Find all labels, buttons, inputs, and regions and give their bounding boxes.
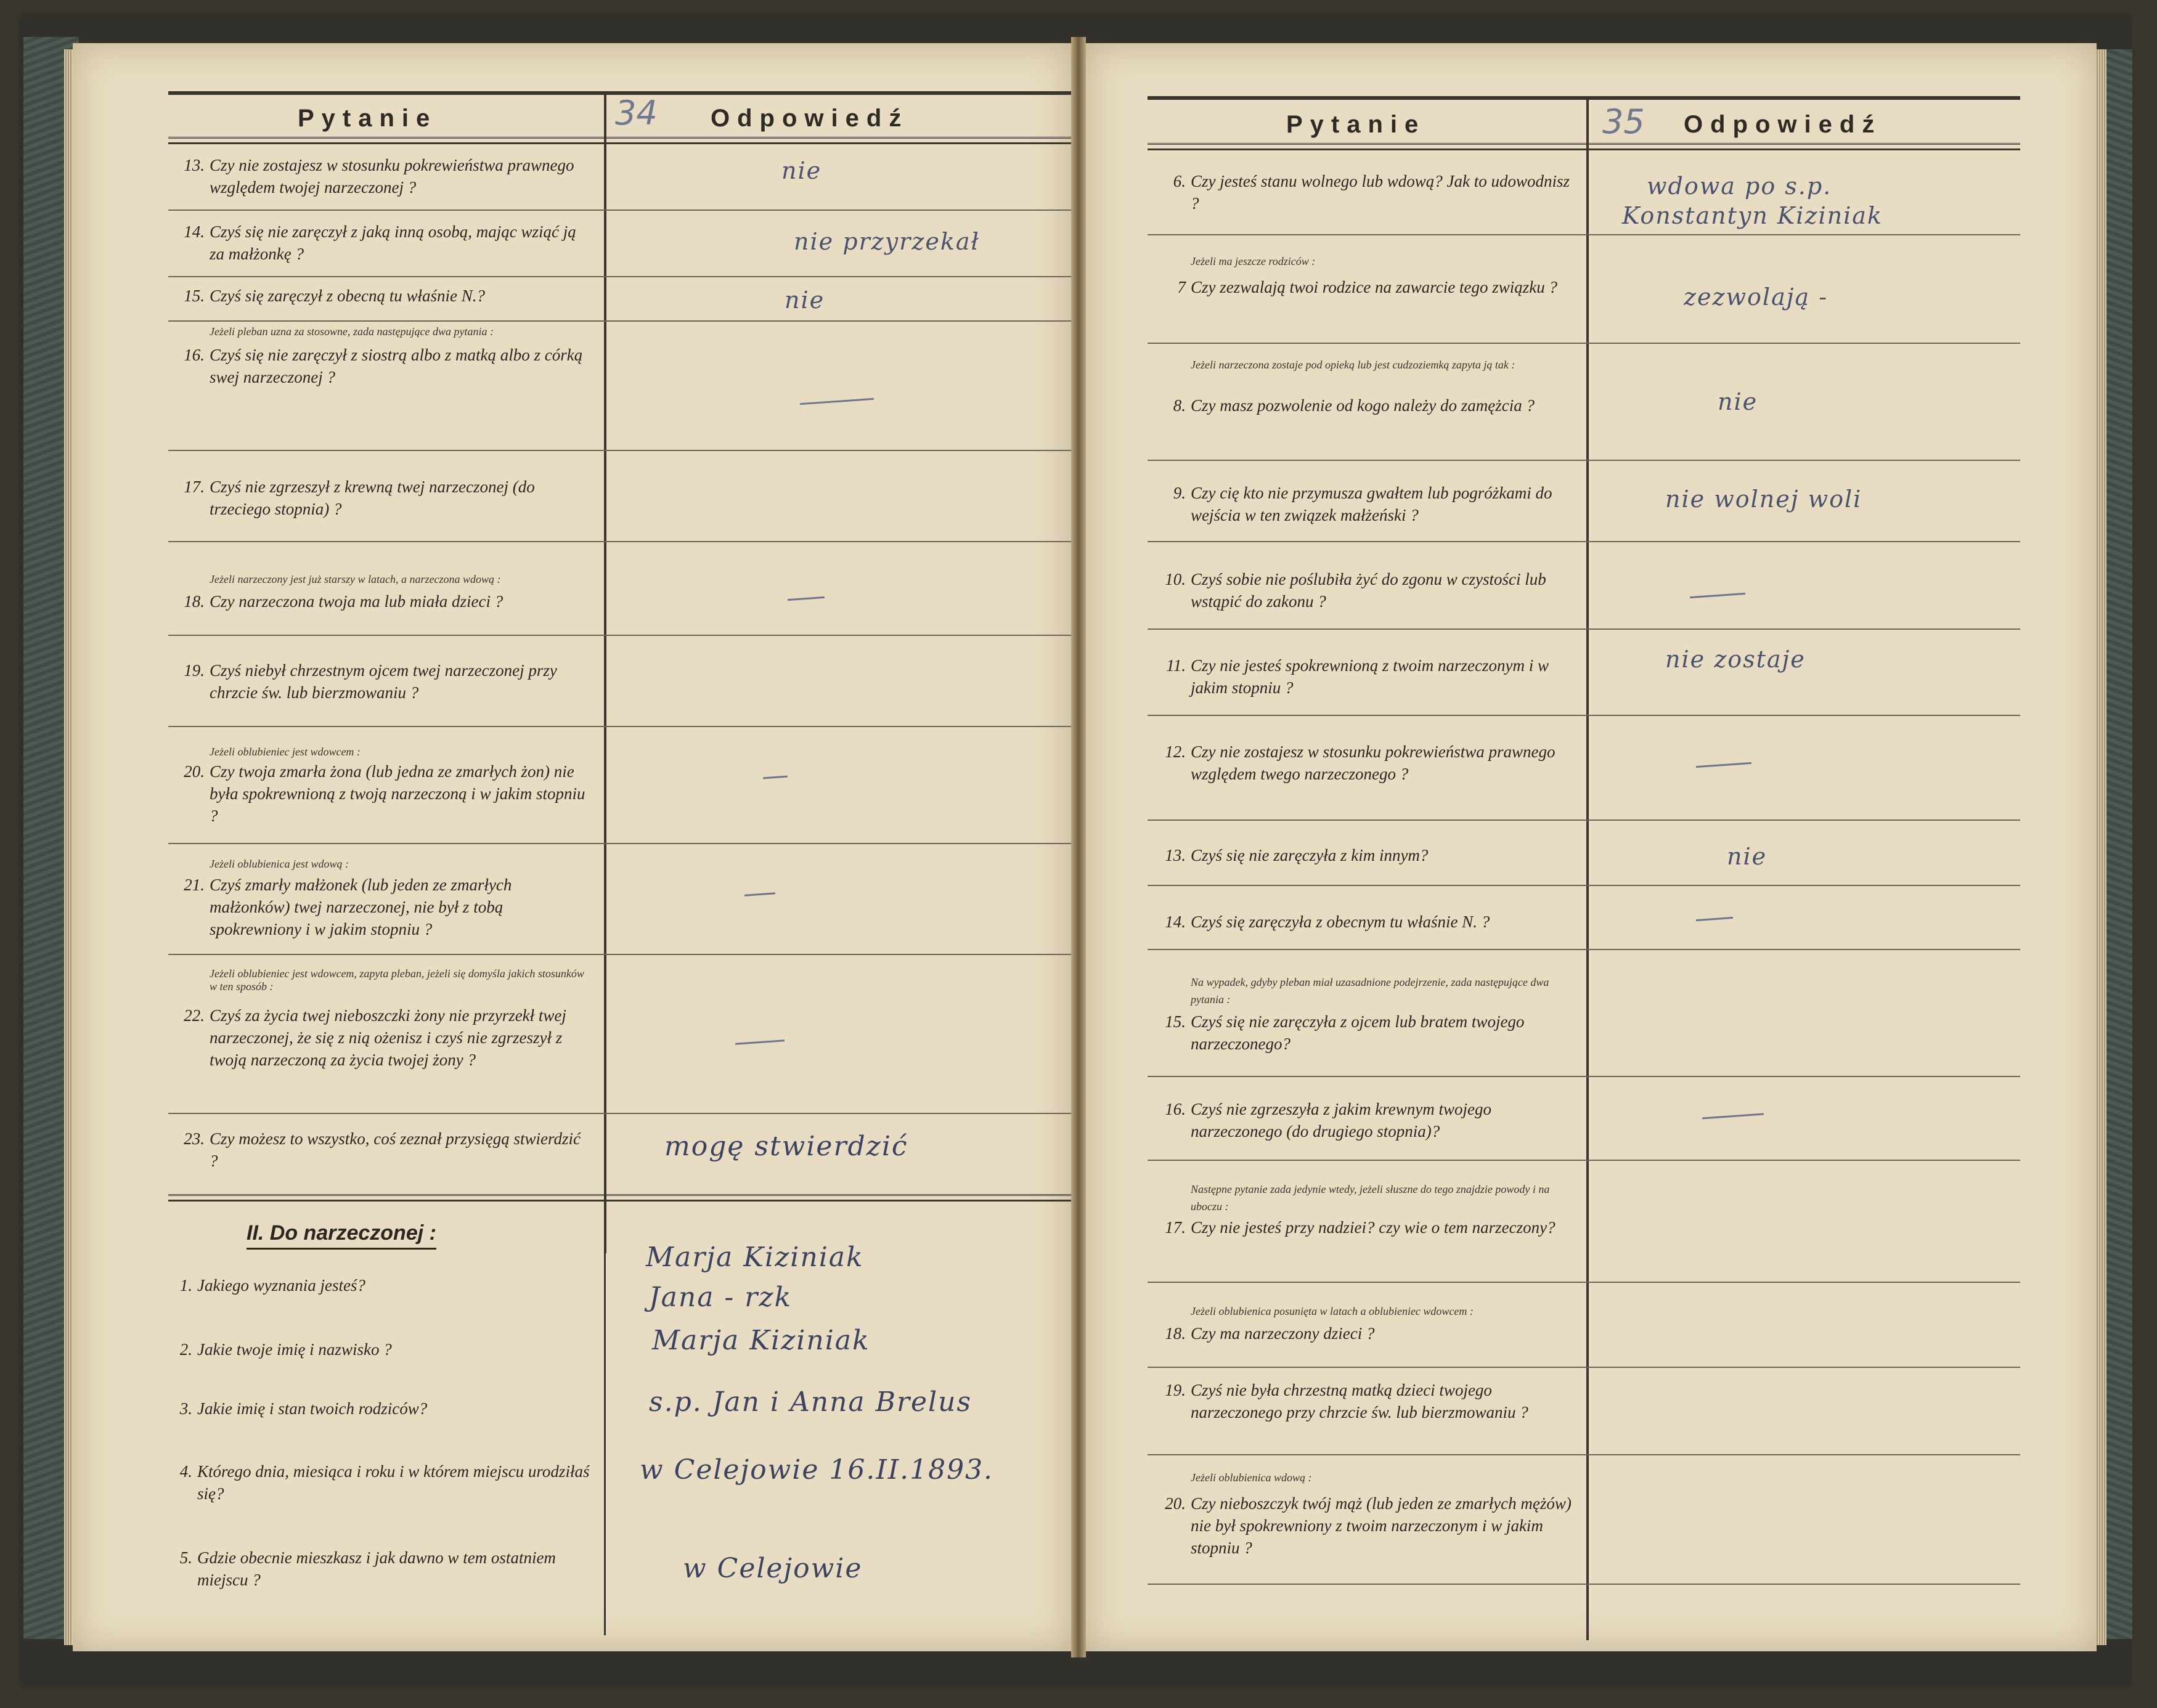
row-rule xyxy=(1148,1282,2020,1283)
r-answer-12-dash xyxy=(1696,762,1751,768)
rnote-15: Na wypadek, gdyby pleban miał uzasadnione podejrzenie, zada następujące dwa pytania : xyxy=(1191,976,1549,1006)
row-rule xyxy=(168,276,1117,277)
answer-15: nie xyxy=(785,287,825,314)
answer-22-dash xyxy=(735,1039,785,1045)
column-divider xyxy=(1586,100,1589,1640)
section-2-title: II. Do narzeczonej : xyxy=(247,1221,436,1250)
answer-13: nie xyxy=(781,157,822,184)
r-answer-7: zezwolają - xyxy=(1684,283,1829,311)
question-19: 19. Czyś niebył chrzestnym ojcem twej narzeczonej przy chrzcie św. lub bierzmowaniu ? xyxy=(184,661,557,702)
row-rule xyxy=(1148,1160,2020,1161)
s2-answer-5: w Celejowie xyxy=(683,1553,863,1584)
row-rule xyxy=(1148,1367,2020,1368)
row-rule xyxy=(1148,1076,2020,1077)
column-divider xyxy=(604,95,606,1253)
r-answer-6a: wdowa po s.p. xyxy=(1647,173,1832,200)
rnote-8: Jeżeli narzeczona zostaje pod opieką lub jest cudzoziemką zapyta ją tak : xyxy=(1191,359,1515,371)
rq-16: 16. Czyś nie zgrzeszyła z jakim krewnym twojego narzeczonego (do drugiego stopnia)? xyxy=(1165,1100,1491,1141)
page-edges-right xyxy=(2095,49,2106,1645)
r-answer-8: nie xyxy=(1718,388,1758,415)
question-15: 15. Czyś się zaręczył z obecną tu właśnie N.? xyxy=(184,287,485,305)
row-rule xyxy=(1148,1584,2020,1585)
s2-question-3: 3. Jakie imię i stan twoich rodziców? xyxy=(179,1399,428,1418)
rq-12: 12. Czy nie zostajesz w stosunku pokrewieństwa prawnego względem twego narzeczonego ? xyxy=(1165,742,1556,783)
r-answer-11: nie zostaje xyxy=(1665,646,1806,673)
note-22: Jeżeli oblubieniec jest wdowcem, zapyta pleban, jeżeli się domyśla jakich stosunków w ten sposób : xyxy=(210,967,584,993)
s2-question-2: 2. Jakie twoje imię i nazwisko ? xyxy=(179,1340,392,1359)
s2-answer-1b: Jana - rzk xyxy=(649,1282,793,1313)
row-rule xyxy=(1148,460,2020,461)
note-18: Jeżeli narzeczony jest już starszy w latach, a narzeczona wdową : xyxy=(210,573,501,585)
r-answer-6b: Konstantyn Kiziniak xyxy=(1622,202,1883,229)
row-rule xyxy=(168,954,1117,955)
row-rule xyxy=(1148,343,2020,344)
rq-14: 14. Czyś się zaręczyła z obecnym tu właśnie N. ? xyxy=(1165,913,1490,931)
rq-6: 6. Czy jesteś stanu wolnego lub wdową? Jak to udowodnisz ? xyxy=(1173,172,1570,213)
rnote-7: Jeżeli ma jeszcze rodziców : xyxy=(1191,255,1316,267)
column-divider-section-2 xyxy=(604,1198,606,1635)
question-16: 16. Czyś się nie zaręczył z siostrą albo z matką albo z córką swej narzeczonej ? xyxy=(184,346,583,386)
rq-19: 19. Czyś nie była chrzestną matką dzieci twojego narzeczonego przy chrzcie św. lub bierzmowaniu ? xyxy=(1165,1381,1528,1421)
answer-18-dash xyxy=(788,596,825,601)
rq-9: 9. Czy cię kto nie przymusza gwałtem lub pogróżkami do wejścia w ten związek małżeński ? xyxy=(1173,484,1552,524)
row-rule xyxy=(168,320,1117,322)
r-answer-16-dash xyxy=(1702,1113,1764,1120)
rq-17: 17. Czy nie jesteś przy nadziei? czy wie o tem narzeczony? xyxy=(1165,1218,1556,1237)
section-divider xyxy=(168,1194,1117,1202)
r-answer-13: nie xyxy=(1727,843,1768,870)
row-rule xyxy=(1148,234,2020,235)
question-22: 22. Czyś za życia twej nieboszczki żony nie przyrzekł twej narzeczonej, że się z nią ożenisz i czyś nie zgrzeszył z twoją narzeczoną za życia twojej żony ? xyxy=(184,1006,566,1069)
row-rule xyxy=(168,635,1117,636)
rq-11: 11. Czy nie jesteś spokrewnioną z twoim narzeczonym i w jakim stopniu ? xyxy=(1166,656,1549,697)
row-rule xyxy=(1148,819,2020,821)
answer-14: nie przyrzekał xyxy=(794,228,980,255)
row-rule xyxy=(168,1113,1117,1114)
s2-answer-3: s.p. Jan i Anna Brelus xyxy=(649,1386,972,1418)
header-bottom-rule xyxy=(168,137,1117,144)
answer-23: mogę stwierdzić xyxy=(664,1131,908,1162)
right-page xyxy=(1086,43,2097,1651)
header-question: Pytanie xyxy=(298,105,438,132)
row-rule xyxy=(168,726,1117,727)
header-answer: Odpowiedź xyxy=(711,105,909,132)
rq-18: 18. Czy ma narzeczony dzieci ? xyxy=(1165,1324,1375,1343)
s2-answer-2: Marja Kiziniak xyxy=(652,1325,870,1356)
question-18: 18. Czy narzeczona twoja ma lub miała dzieci ? xyxy=(184,592,504,611)
header-question: Pytanie xyxy=(1286,111,1426,138)
row-rule xyxy=(168,843,1117,844)
question-20: 20. Czy twoja zmarła żona (lub jedna ze zmarłych żon) nie była spokrewnioną z twoją narzeczoną i w jakim stopniu ? xyxy=(184,762,585,825)
row-rule xyxy=(168,209,1117,211)
row-rule xyxy=(168,450,1117,451)
r-answer-9: nie wolnej woli xyxy=(1665,486,1862,513)
r-answer-14-dash xyxy=(1696,917,1733,921)
rnote-20: Jeżeli oblubienica wdową : xyxy=(1191,1471,1312,1484)
rq-20: 20. Czy nieboszczyk twój mąż (lub jeden ze zmarłych mężów) nie był spokrewniony z twoim narzeczonym i w jakim stopniu ? xyxy=(1165,1494,1572,1557)
header-top-rule xyxy=(1148,96,2020,100)
question-23: 23. Czy możesz to wszystko, coś zeznał przysięgą stwierdzić ? xyxy=(184,1129,581,1170)
row-rule xyxy=(1148,628,2020,630)
rq-8: 8. Czy masz pozwolenie od kogo należy do zamężcia ? xyxy=(1173,396,1535,415)
note-21: Jeżeli oblubienica jest wdową : xyxy=(210,858,349,870)
left-page xyxy=(73,43,1071,1651)
header-bottom-rule xyxy=(1148,143,2020,150)
question-17: 17. Czyś nie zgrzeszył z krewną twej narzeczonej (do trzeciego stopnia) ? xyxy=(184,478,535,518)
answer-16-dash xyxy=(800,398,874,405)
question-13: 13. Czy nie zostajesz w stosunku pokrewieństwa prawnego względem twojej narzeczonej ? xyxy=(184,156,574,197)
rq-15: 15. Czyś się nie zaręczyła z ojcem lub bratem twojego narzeczonego? xyxy=(1165,1012,1525,1053)
row-rule xyxy=(1148,885,2020,886)
s2-answer-4: w Celejowie 16.II.1893. xyxy=(640,1454,994,1486)
row-rule xyxy=(1148,715,2020,716)
s2-question-1: 1. Jakiego wyznania jesteś? xyxy=(179,1276,365,1295)
rq-13: 13. Czyś się nie zaręczyła z kim innym? xyxy=(1165,846,1429,864)
note-20: Jeżeli oblubieniec jest wdowcem : xyxy=(210,746,361,758)
book-gutter xyxy=(1071,37,1086,1657)
page-number: 35 xyxy=(1602,102,1645,141)
question-21: 21. Czyś zmarły małżonek (lub jeden ze zmarłych małżonków) twej narzeczonej, nie był z tobą spokrewniony i w jakim stopniu ? xyxy=(184,876,512,938)
answer-21-dash xyxy=(744,892,775,896)
rnote-18: Jeżeli oblubienica posunięta w latach a oblubieniec wdowcem : xyxy=(1191,1305,1474,1317)
header-answer: Odpowiedź xyxy=(1684,111,1882,138)
answer-20-dash xyxy=(763,776,788,779)
s2-question-4: 4. Którego dnia, miesiąca i roku i w którem miejscu urodziłaś się? xyxy=(179,1462,590,1503)
row-rule xyxy=(1148,1454,2020,1455)
page-number: 34 xyxy=(615,94,658,132)
note-16: Jeżeli pleban uzna za stosowne, zada następujące dwa pytania : xyxy=(210,325,494,338)
rq-10: 10. Czyś sobie nie poślubiła żyć do zgonu w czystości lub wstąpić do zakonu ? xyxy=(1165,570,1546,611)
rq-7: 7 Czy zezwalają twoi rodzice na zawarcie tego związku ? xyxy=(1177,278,1557,296)
s2-answer-1a: Marja Kiziniak xyxy=(646,1242,864,1273)
rnote-17: Następne pytanie zada jedynie wtedy, jeżeli słuszne do tego znajdzie powody i na uboczu : xyxy=(1191,1183,1550,1213)
s2-question-5: 5. Gdzie obecnie mieszkasz i jak dawno w tem ostatniem miejscu ? xyxy=(179,1548,556,1589)
row-rule xyxy=(168,541,1117,542)
r-answer-10-dash xyxy=(1690,593,1745,598)
question-14: 14. Czyś się nie zaręczył z jaką inną osobą, mając wziąć ją za małżonkę ? xyxy=(184,222,576,263)
row-rule xyxy=(1148,541,2020,542)
row-rule xyxy=(1148,949,2020,950)
